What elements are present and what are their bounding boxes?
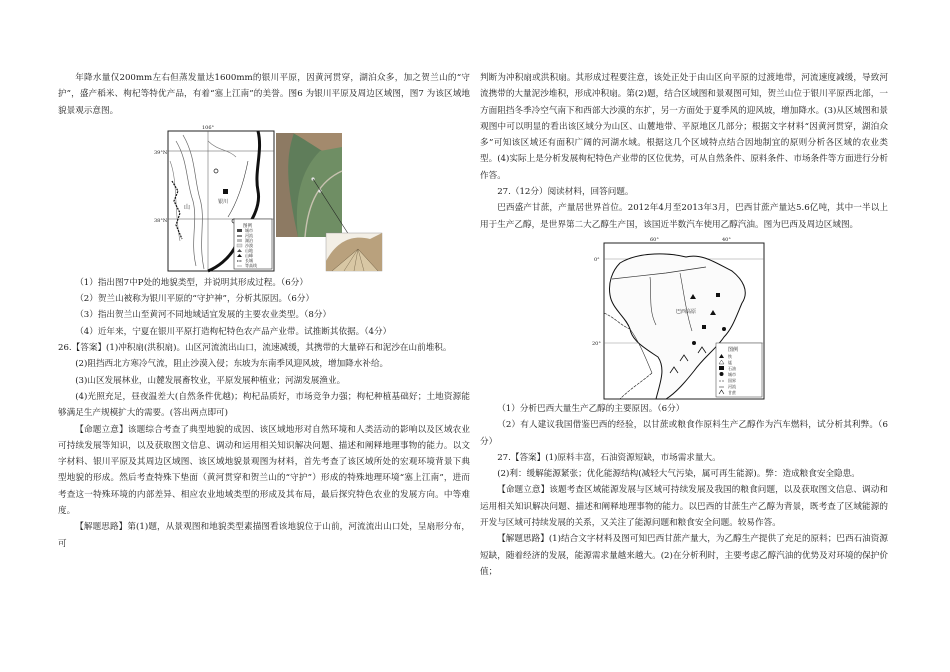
place-yinchuan: 银川	[218, 198, 229, 205]
place-mountain: 山	[184, 203, 191, 211]
legend2-manganese: 锰	[728, 359, 732, 365]
q26-answer-4: (4)光照充足，昼夜温差大(自然条件优越)；枸杞品质好，市场竞争力强；枸杞种植基础好；土地资源能够满足生产规模扩大的需要。(答出两点即可)	[58, 391, 470, 419]
city-icon	[223, 189, 228, 194]
right-column	[480, 70, 888, 580]
legend2-iron: 铁	[728, 353, 732, 359]
lat-20-label: 20°	[592, 340, 601, 347]
legend2-border: 国界	[728, 377, 736, 383]
q26-approach: 【解题思路】第(1)题，从景观图和地貌类型素描图看该地貌位于山前，河流流出山口处，呈扇形分布，可	[58, 522, 470, 549]
brazil-map	[480, 233, 888, 401]
q27-intent: 【命题立意】该题考查区域能源发展与区域可持续发展及我国的粮食问题，以及获取图文信息、调动和运用相关知识解决问题、描述和阐释地理事物的能力。以巴西的甘蔗生产乙醇为背景，既考查了区域能源的开发与区域可持续发展的关系，又关注了能源问题和粮食安全问题。较易作答。	[480, 485, 888, 529]
lat-0-label: 0°	[594, 256, 600, 263]
alluvial-fan-sketch	[326, 233, 382, 271]
q26-question-2: （2）贺兰山被称为银川平原的“守护神”，分析其原因。（6分）	[75, 294, 315, 305]
q26-question-1: （1）指出图7中P处的地貌类型，并说明其形成过程。（6分）	[75, 277, 308, 288]
q27-answer-2: (2)利：缓解能源紧张；优化能源结构(减轻大气污染，属可再生能源)。弊：造成粮食安全隐患。	[497, 469, 860, 480]
q26-approach-cont: 判断为冲积扇或洪积扇。其形成过程要注意，该处正处于由山区向平原的过渡地带，河流速度减缓，导致河流携带的大量泥沙堆积，形成冲积扇。第(2)题，结合区域图和景观图可知，贺兰山位于银川平原西北部，一方面阻挡冬季冷空气南下和西部大沙漠的东扩，另一方面处于夏季风的迎风坡，增加降水。(3)从区域图和景观图中可以明显的看出该区域分为山区、山麓地带、平原地区几部分；根据文字材料“因黄河贯穿，湖泊众多”可知该区域还有面积广阔的河湖水域。根据这几个区域特点结合因地制宜的原则分析各区域的农业类型。(4)实际上是分析发展枸杞特色产业带的区位优势，可从自然条件、原料条件、市场条件等方面进行分析作答。	[480, 73, 888, 181]
q27-material: 巴西盛产甘蔗，产量居世界首位。2012年4月至2013年3月，巴西甘蔗产量达5.6亿吨，其中一半以上用于生产乙醇，是世界第二大乙醇生产国，该国近半数汽车使用乙醇汽油。图为巴西及周边区域图。	[480, 203, 888, 230]
legend-desert: 沙漠	[245, 242, 253, 248]
left-column	[58, 70, 470, 552]
lon-40-label: 40°	[722, 236, 731, 243]
lon-106-label: 106°	[202, 124, 215, 131]
q26-question-3: （3）指出贺兰山至黄河不同地域适宜发展的主要农业类型。（8分）	[75, 310, 332, 321]
legend2-sugarcane: 甘蔗	[728, 389, 736, 395]
q26-answer-2: (2)阻挡西北方寒冷气流，阻止沙漠入侵；东坡为东南季风迎风坡，增加降水补给。	[75, 359, 389, 370]
legend2-city: 城市	[728, 371, 736, 377]
q26-intro: 年降水量仅200mm左右但蒸发量达1600mm的银川平原，因黄河贯穿，湖泊众多，加之贺兰山的“守护”，盛产稻米、枸杞等特优产品，有着“塞上江南”的美誉。图6 为银川平原及周边区域图，图7 为该区域地貌景观示意图。	[58, 73, 470, 116]
q27-question-1: （1）分析巴西大量生产乙醇的主要原因。（6分）	[497, 403, 685, 414]
legend-mountain: 山地	[245, 247, 253, 253]
q26-answer-1: 26.【答案】(1)冲积扇(洪积扇)。山区河流流出山口，流速减缓，其携带的大量碎石和泥沙在山前堆积。	[58, 343, 452, 354]
legend-peak: 山峰	[245, 252, 253, 258]
lat-39-label: 39°N	[154, 149, 168, 156]
lat-38-label: 38°N	[154, 217, 168, 224]
q27-answer-1: 27.【答案】(1)原料丰富，石油资源短缺，市场需求量大。	[497, 452, 721, 463]
legend2-title: 图例	[728, 346, 739, 353]
brazil-figure	[480, 233, 888, 401]
legend-lake: 湖泊	[245, 237, 253, 243]
legend-river: 河流	[245, 232, 253, 238]
legend2-oil: 石油	[728, 365, 736, 371]
yinchuan-map-figure	[58, 121, 470, 273]
legend-city: 城市	[245, 227, 253, 233]
lon-60-label: 60°	[650, 236, 659, 243]
q27-title: 27.（12分）阅读材料，回答问题。	[497, 187, 634, 198]
q27-question-2: （2）有人建议我国借鉴巴西的经验，以甘蔗或粮食作原料生产乙醇作为汽车燃料，试分析其利弊。（6分）	[480, 420, 888, 447]
legend-contour: 等高线	[245, 262, 257, 268]
legend2-river: 河流	[728, 383, 736, 389]
q26-answer-3: (3)山区发展林业，山麓发展畜牧业，平原发展种植业；河湖发展渔业。	[75, 375, 346, 386]
q26-intent: 【命题立意】该题综合考查了典型地貌的成因、该区域地形对自然环境和人类活动的影响以及区域农业可持续发展等知识，以及获取图文信息、调动和运用相关知识解决问题、描述和阐释地理事物的能力。以文字材料、银川平原及其周边区域图、该区域地貌景观图为材料，首先考查了该区域所处的宏观环境背景下典型地貌的形成。然后考查特殊下垫面（黄河贯穿和贺兰山的“守护”）形成的特殊地理环境“塞上江南”，进而考查这一特殊环境的内部差异、相应农业地域类型的形成及其布局，最后探究特色农业的发展方向。中等难度。	[58, 424, 470, 517]
plateau-label: 巴西高原	[676, 308, 697, 315]
landscape-photo	[276, 133, 358, 249]
legend-wall: 长城	[245, 257, 253, 263]
q27-approach: 【解题思路】(1)结合文字材料及图可知巴西甘蔗产量大，为乙醇生产提供了充足的原料；巴西石油资源短缺，随着经济的发展，能源需求量越来越大。(2)在分析利时，主要考虑乙醇汽油的优势及对环境的保护价值；	[480, 534, 888, 577]
q26-question-4: （4）近年来，宁夏在银川平原打造枸杞特色农产品产业带。试推断其依据。（4分）	[75, 326, 392, 337]
figure-6-7	[58, 121, 470, 273]
legend-title: 图例	[243, 223, 252, 229]
